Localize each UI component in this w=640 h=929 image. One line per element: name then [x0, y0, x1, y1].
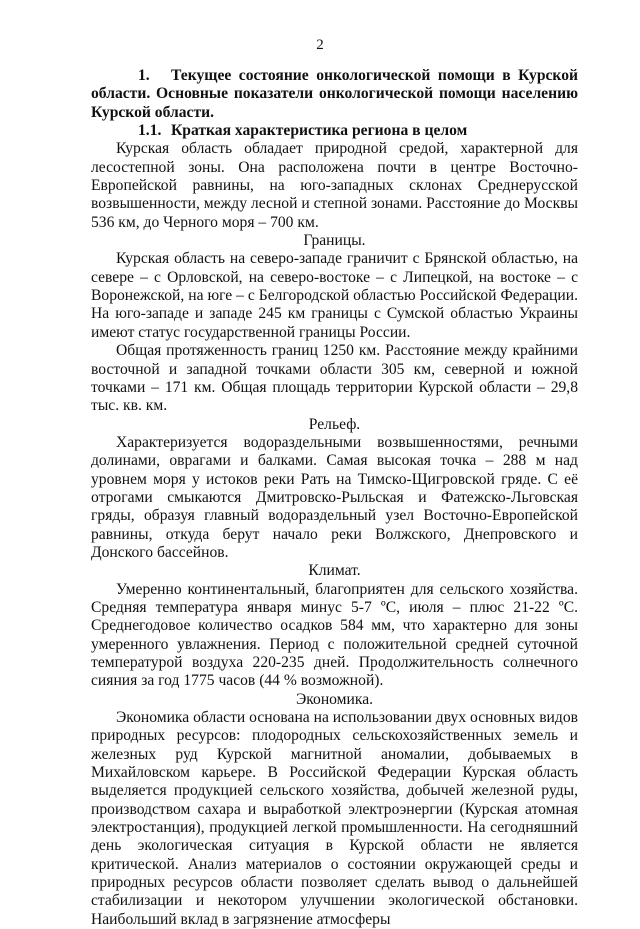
- borders-paragraph-2: Общая протяженность границ 1250 км. Расстояние между крайними восточной и западной точками области 305 км, северной и южной точками – 171 км. Общая площадь территории Курской области – 29,8 тыс. кв. км.: [91, 342, 578, 415]
- subsection-title: Краткая характеристика региона в целом: [171, 122, 468, 140]
- page-number: 2: [316, 37, 324, 53]
- intro-paragraph: Курская область обладает природной средой, характерной для лесостепной зоны. Она расположена почти в центре Восточно-Европейской равнины, на юго-западных склонах Среднерусской возвышенности, между лесной и степной зонами. Расстояние до Москвы 536 км, до Черного моря – 700 км.: [91, 140, 578, 231]
- relief-heading: Рельеф.: [308, 415, 361, 433]
- borders-paragraph-1: Курская область на северо-западе граничит с Брянской областью, на севере – с Орловской, на северо-востоке – с Липецкой, на востоке – с Воронежской, на юге – с Белгородской областью Российской Федерации. На юго-западе и западе 245 км границы с Сумской областью Украины имеют статус государственной границы России.: [91, 250, 578, 341]
- section-title: Текущее состояние онкологической помощи в Курской области. Основные показатели онкологической помощи населению Курской области.: [91, 67, 578, 121]
- relief-paragraph: Характеризуется водораздельными возвышенностями, речными долинами, оврагами и балками. Самая высокая точка – 288 м над уровнем моря у истоков реки Рать на Тимско-Щигровской гряде. С её отрогами смыкаются Дмитровско-Рыльская и Фатежско-Льговская гряды, образуя главный водораздельный узел Восточно-Европейской равнины, откуда берут начало реки Волжского, Днепровского и Донского бассейнов.: [91, 433, 578, 561]
- subsection-heading: [91, 122, 578, 140]
- borders-heading: Границы.: [303, 232, 366, 250]
- climate-heading: Климат.: [308, 562, 361, 580]
- economy-heading: Экономика.: [295, 690, 374, 708]
- document-body: [91, 67, 578, 929]
- section-heading: [91, 67, 578, 122]
- climate-paragraph: Умеренно континентальный, благоприятен для сельского хозяйства. Средняя температура января минус 5-7 ºС, июля – плюс 21-22 ºС. Среднегодовое количество осадков 584 мм, что характерно для зоны умеренного увлажнения. Период с положительной средней суточной температурой воздуха 220-235 дней. Продолжительность солнечного сияния за год 1775 часов (44 % возможной).: [91, 580, 578, 690]
- section-number: 1.: [138, 67, 150, 84]
- economy-paragraph: Экономика области основана на использовании двух основных видов природных ресурсов: плодородных сельскохозяйственных земель и железных руд Курской магнитной аномалии, добываемых в Михайловском карьере. В Российской Федерации Курская область выделяется продукцией сельского хозяйства, добычей железной руды, производством сахара и выработкой электроэнергии (Курская атомная электростанция), продукцией легкой промышленности. На сегодняшний день экологическая ситуация в Курской области не является критической. Анализ материалов о состоянии окружающей среды и природных ресурсов области позволяет сделать вывод о дальнейшей стабилизации и некотором улучшении экологической обстановки. Наибольший вклад в загрязнение атмосферы: [91, 709, 578, 928]
- subsection-number: 1.1.: [138, 122, 162, 140]
